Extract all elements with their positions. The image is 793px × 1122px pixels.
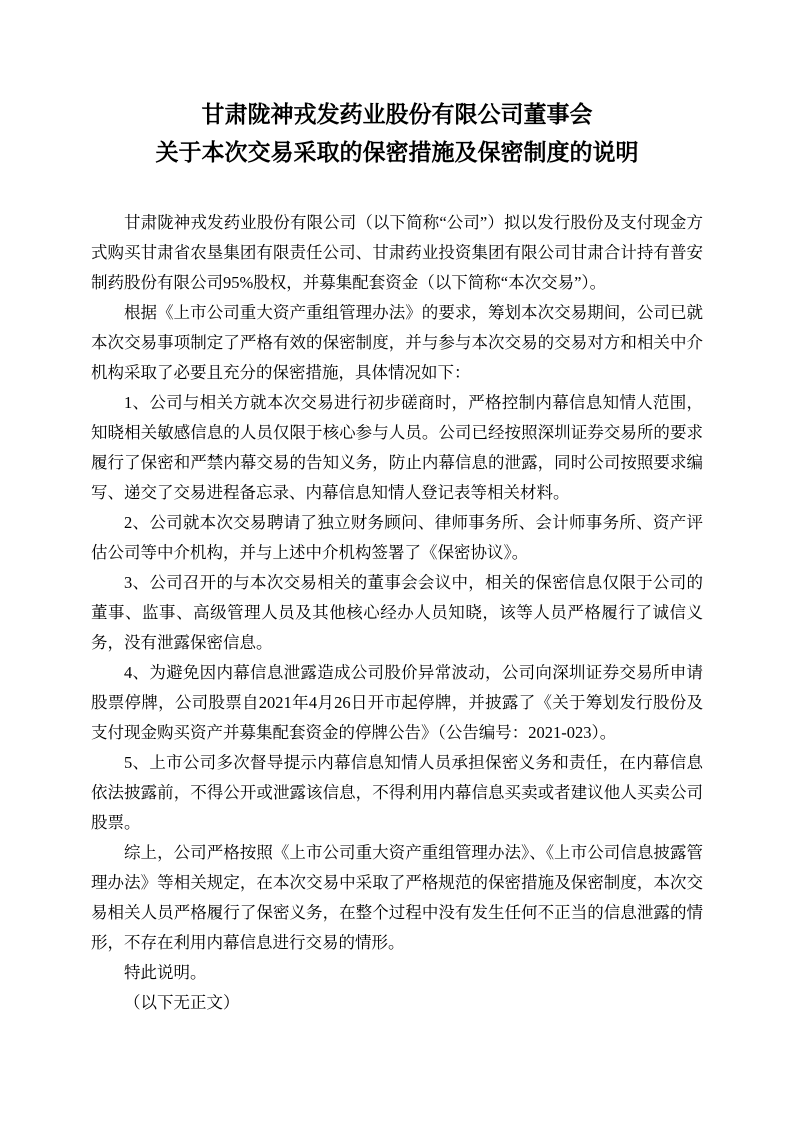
document-title-line1: 甘肃陇神戎发药业股份有限公司董事会 — [201, 102, 593, 127]
document-title — [91, 96, 703, 172]
paragraph-item-5: 5、上市公司多次督导提示内幕信息知情人员承担保密义务和责任，在内幕信息依法披露前，不得公开或泄露该信息，不得利用内幕信息买卖或者建议他人买卖公司股票。 — [91, 753, 703, 832]
paragraph-item-4: 4、为避免因内幕信息泄露造成公司股价异常波动，公司向深圳证券交易所申请股票停牌，公司股票自2021年4月26日开市起停牌，并披露了《关于筹划发行股份及支付现金购买资产并募集配套资金的停牌公告》（公告编号：2021-023）。 — [91, 663, 703, 742]
paragraph-basis: 根据《上市公司重大资产重组管理办法》的要求，筹划本次交易期间，公司已就本次交易事项制定了严格有效的保密制度，并与参与本次交易的交易对方和相关中介机构采取了必要且充分的保密措施，具体情况如下： — [91, 303, 703, 382]
paragraph-conclusion: 综上，公司严格按照《上市公司重大资产重组管理办法》、《上市公司信息披露管理办法》等相关规定，在本次交易中采取了严格规范的保密措施及保密制度，本次交易相关人员严格履行了保密义务，在整个过程中没有发生任何不正当的信息泄露的情形，不存在利用内幕信息进行交易的情形。 — [91, 843, 703, 952]
paragraph-item-2: 2、公司就本次交易聘请了独立财务顾问、律师事务所、会计师事务所、资产评估公司等中介机构，并与上述中介机构签署了《保密协议》。 — [91, 513, 703, 562]
document-title-line2: 关于本次交易采取的保密措施及保密制度的说明 — [155, 140, 639, 165]
paragraph-item-1: 1、公司与相关方就本次交易进行初步磋商时，严格控制内幕信息知情人范围，知晓相关敏感信息的人员仅限于核心参与人员。公司已经按照深圳证券交易所的要求履行了保密和严禁内幕交易的告知义务，防止内幕信息的泄露，同时公司按照要求编写、递交了交易进程备忘录、内幕信息知情人登记表等相关材料。 — [91, 393, 703, 502]
paragraph-intro: 甘肃陇神戎发药业股份有限公司（以下简称“公司”）拟以发行股份及支付现金方式购买甘肃省农垦集团有限责任公司、甘肃药业投资集团有限公司甘肃合计持有普安制药股份有限公司95%股权，并募集配套资金（以下简称“本次交易”）。 — [91, 213, 703, 292]
document-body — [91, 208, 703, 1018]
paragraph-no-body-below: （以下无正文） — [124, 993, 240, 1012]
paragraph-statement: 特此说明。 — [124, 963, 207, 982]
paragraph-item-3: 3、公司召开的与本次交易相关的董事会会议中，相关的保密信息仅限于公司的董事、监事、高级管理人员及其他核心经办人员知晓，该等人员严格履行了诚信义务，没有泄露保密信息。 — [91, 573, 703, 652]
